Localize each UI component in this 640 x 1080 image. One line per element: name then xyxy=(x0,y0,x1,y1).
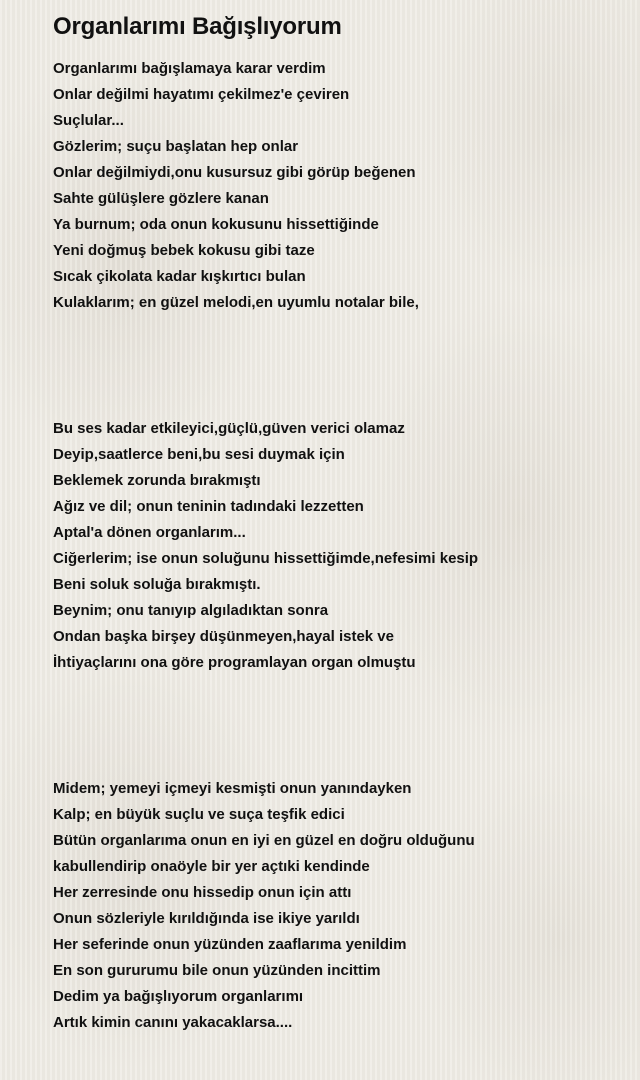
stanza-2 xyxy=(53,416,623,676)
poem-line: Midem; yemeyi içmeyi kesmişti onun yanındayken xyxy=(53,780,412,797)
poem-line: Ciğerlerim; ise onun soluğunu hissettiğimde,nefesimi kesip xyxy=(53,550,479,567)
poem-line: Dedim ya bağışlıyorum organlarımı xyxy=(53,988,304,1005)
poem-line: Her zerresinde onu hissedip onun için attı xyxy=(53,884,352,901)
poem-line: Bu ses kadar etkileyici,güçlü,güven verici olamaz xyxy=(53,420,405,437)
poem-line: Onlar değilmi hayatımı çekilmez'e çeviren xyxy=(53,86,350,103)
poem-line: Ya burnum; oda onun kokusunu hissettiğinde xyxy=(53,216,379,233)
poem-line: Kalp; en büyük suçlu ve suça teşfik edici xyxy=(53,806,345,823)
poem-title: Organlarımı Bağışlıyorum xyxy=(53,13,342,40)
stanza-3 xyxy=(53,776,623,1036)
poem-line: Deyip,saatlerce beni,bu sesi duymak için xyxy=(53,446,345,463)
stanza-gap xyxy=(53,316,623,416)
poem-line: Kulaklarım; en güzel melodi,en uyumlu notalar bile, xyxy=(53,294,419,311)
poem-line: Suçlular... xyxy=(53,112,124,129)
poem-line: Aptal'a dönen organlarım... xyxy=(53,524,246,541)
poem-line: Beni soluk soluğa bırakmıştı. xyxy=(53,576,261,593)
poem-line: Her seferinde onun yüzünden zaaflarıma yenildim xyxy=(53,936,407,953)
poem-line: Beynim; onu tanıyıp algıladıktan sonra xyxy=(53,602,329,619)
poem-line: Ondan başka birşey düşünmeyen,hayal istek ve xyxy=(53,628,394,645)
poem-line: kabullendirip onaöyle bir yer açtıki kendinde xyxy=(53,858,370,875)
poem-line: Sıcak çikolata kadar kışkırtıcı bulan xyxy=(53,268,306,285)
stanza-gap xyxy=(53,676,623,776)
poem-line: Onlar değilmiydi,onu kusursuz gibi görüp beğenen xyxy=(53,164,416,181)
stanza-1 xyxy=(53,56,623,316)
poem-line: Sahte gülüşlere gözlere kanan xyxy=(53,190,269,207)
poem-line: İhtiyaçlarını ona göre programlayan organ olmuştu xyxy=(53,654,416,671)
poem-container xyxy=(53,12,623,1036)
poem-line: Bütün organlarıma onun en iyi en güzel en doğru olduğunu xyxy=(53,832,475,849)
poem-line: En son gururumu bile onun yüzünden incittim xyxy=(53,962,381,979)
poem-line: Artık kimin canını yakacaklarsa.... xyxy=(53,1014,293,1031)
poem-line: Ağız ve dil; onun teninin tadındaki lezzetten xyxy=(53,498,364,515)
poem-line: Organlarımı bağışlamaya karar verdim xyxy=(53,60,326,77)
poem-line: Beklemek zorunda bırakmıştı xyxy=(53,472,261,489)
poem-line: Onun sözleriyle kırıldığında ise ikiye yarıldı xyxy=(53,910,360,927)
poem-line: Yeni doğmuş bebek kokusu gibi taze xyxy=(53,242,315,259)
poem-line: Gözlerim; suçu başlatan hep onlar xyxy=(53,138,299,155)
